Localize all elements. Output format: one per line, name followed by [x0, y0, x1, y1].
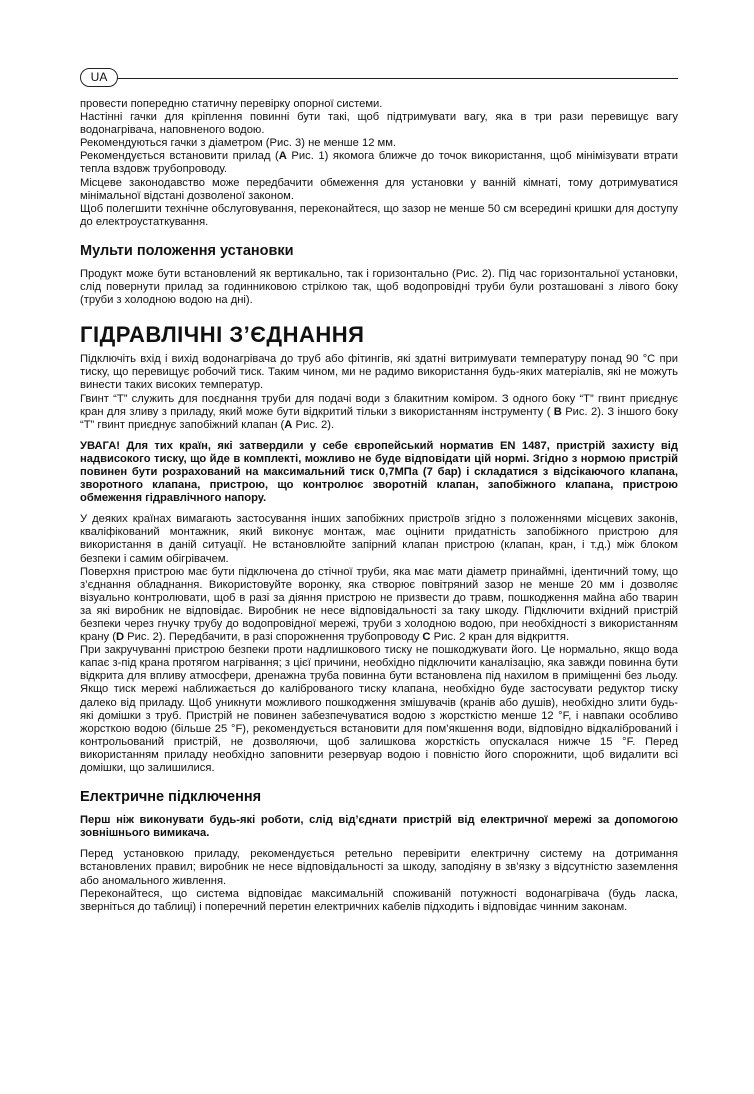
section-heading-multi-position: Мульти положення установки — [80, 242, 294, 259]
page-content — [80, 98, 678, 914]
paragraph: Рекомендуються гачки з діаметром (Рис. 3) не менше 12 мм. — [80, 137, 397, 150]
paragraph: Щоб полегшити технічне обслуговування, переконайтеся, що зазор не менше 50 см всередині кришки для доступу до електроустаткування. — [80, 202, 678, 228]
figure-ref: A — [284, 418, 293, 431]
text-run: Рис. 1) якомога ближче до точок використання, щоб мінімізувати втрати тепла вздовж трубопроводу. — [80, 150, 678, 176]
paragraph: Переконайтеся, що система відповідає максимальній споживаній потужності водонагрівача (будь ласка, зверніться до таблиці) і поперечний перетин електричних кабелів підходить і відповідає чинним законам. — [80, 887, 678, 913]
paragraph: При закручуванні пристрою безпеки проти надлишкового тиску не пошкоджувати його. Це нормально, якщо вода капає з-під крана протягом нагрівання; з цієї причини, необхідно підключити каналізацію, яка завжди повинна бути відкрита для впливу атмосфери, дренажна труба повинна бути встановлена під нахилом в приміщенні без льоду. Якщо тиск мережі наближається до каліброваного тиску клапана, необхідно буде застосувати редуктор тиску далеко від приладу. Щоб уникнути можливого пошкодження змішувачів (кранів або душів), необхідно злити будь-які домішки з труб. Пристрій не повинен забезпечуватися водою з жорсткістю менше 12 °F, і навпаки особливо жорсткою водою (більше 25 °F), рекомендується встановити для пом’якшення води, відповідно відкалібрований і контрольований пристрій, не дозволяючи, щоб залишкова жорсткість опускалася нижче 15 °F. Перед використанням приладу необхідно заповнити резервуар водою і повністю його спорожнити, щоб видалити всі домішки, що залишилися. — [80, 644, 678, 775]
text-run: Рис. 2 кран для відкриття. — [430, 631, 570, 644]
paragraph — [80, 393, 678, 432]
paragraph: Продукт може бути встановлений як вертикально, так і горизонтально (Рис. 2). Під час горизонтальної установки, слід повернути прилад за годинниковою стрілкою так, щоб водопровідні труби були розташовані з лівого боку (труби з холодною водою на дні). — [80, 267, 678, 307]
text-run: Гвинт “T” служить для поєднання труби для подачі води з блакитним коміром. З одного боку “T” гвинт приєднує кран для зливу з приладу, який може бути відкритий тільки з використанням інструменту ( — [80, 392, 678, 418]
text-run: Рис. 2). З іншого боку “T” гвинт приєднує запобіжний клапан ( — [80, 405, 678, 431]
paragraph: Місцеве законодавство може передбачити обмеження для установки у ванній кімнаті, тому дотримуватися мінімальної відстані дозволеної законом. — [80, 176, 678, 202]
language-badge: UA — [80, 68, 118, 87]
paragraph: Перед установкою приладу, рекомендується ретельно перевірити електричну систему на дотримання встановлених правил; виробник не несе відповідальності за шкоду, заподіяну в зв’язку з відсутністю заземлення або аномального живлення. — [80, 848, 678, 887]
text-run: Рис. 2). — [292, 418, 335, 431]
paragraph: Настінні гачки для кріплення повинні бути такі, щоб підтримувати вагу, яка в три рази перевищує вагу водонагрівача, наповненого водою. — [80, 111, 678, 137]
paragraph — [80, 150, 678, 176]
warning-paragraph: УВАГА! Для тих країн, які затвердили у себе європейський норматив EN 1487, пристрій захисту від надвисокого тиску, що йде в комплекті, можливо не буде відповідати цій нормі. Згідно з нормою пристрій повинен бути розрахований на максимальний тиск 0,7МПа (7 бар) і складатися з відсікаючого клапана, зворотного клапана, пристрою, що контролює зворотній клапан, запобіжного клапана, пристрою обмеження гідравлічного напору. — [80, 439, 678, 505]
figure-ref: B — [553, 405, 562, 418]
header-rule — [117, 78, 678, 79]
paragraph: У деяких країнах вимагають застосування інших запобіжних пристроїв згідно з положеннями місцевих законів, кваліфікований монтажник, який виконує монтаж, має оцінити придатність запобіжного пристрою для використання в даній ситуації. Не встановлюйте запірний клапан пристрою (клапан, кран, і т.д.) між блоком безпеки і самим обігрівачем. — [80, 513, 678, 565]
paragraph: Підключіть вхід і вихід водонагрівача до труб або фітингів, які здатні витримувати температуру понад 90 °C при тиску, що перевищує робочий тиск. Таким чином, ми не радимо використання будь-яких матеріалів, які не можуть винести таких високих температур. — [80, 353, 678, 392]
text-run: Поверхня пристрою має бути підключена до стічної труби, яка має мати діаметр принаймні, ідентичний тому, що з’єднання обладнання. Використовуйте воронку, яка створює повітряний зазор не менше 20 мм і дозволяє візуально контролювати, щоб в разі за діяння пристрою не призвести до травм, пошкодження майна або тварин за які виробник не відповідає. Виробник не несе відповідальності за таку шкоду. Підключити вхідний пристрій безпеки через гнучку трубу до водопровідної мережі, труби з холодною водою, при необхідності з використанням крану ( — [80, 565, 678, 644]
figure-ref: A — [278, 150, 287, 163]
figure-ref: D — [115, 631, 125, 644]
warning-paragraph: Перш ніж виконувати будь-які роботи, слід від’єднати пристрій від електричної мережі за допомогою зовнішнього вимикача. — [80, 814, 678, 840]
figure-ref: C — [422, 631, 431, 644]
text-run: Рекомендується встановити прилад ( — [80, 150, 279, 163]
paragraph — [80, 566, 678, 645]
paragraph: провести попередню статичну перевірку опорної системи. — [80, 98, 383, 110]
page-header — [80, 68, 678, 88]
section-heading-electrical: Електричне підключення — [80, 789, 262, 806]
text-run: Рис. 2). Передбачити, в разі спорожнення трубопроводу — [124, 631, 423, 644]
section-heading-hydraulic: ГІДРАВЛІЧНІ З’ЄДНАННЯ — [80, 322, 365, 348]
